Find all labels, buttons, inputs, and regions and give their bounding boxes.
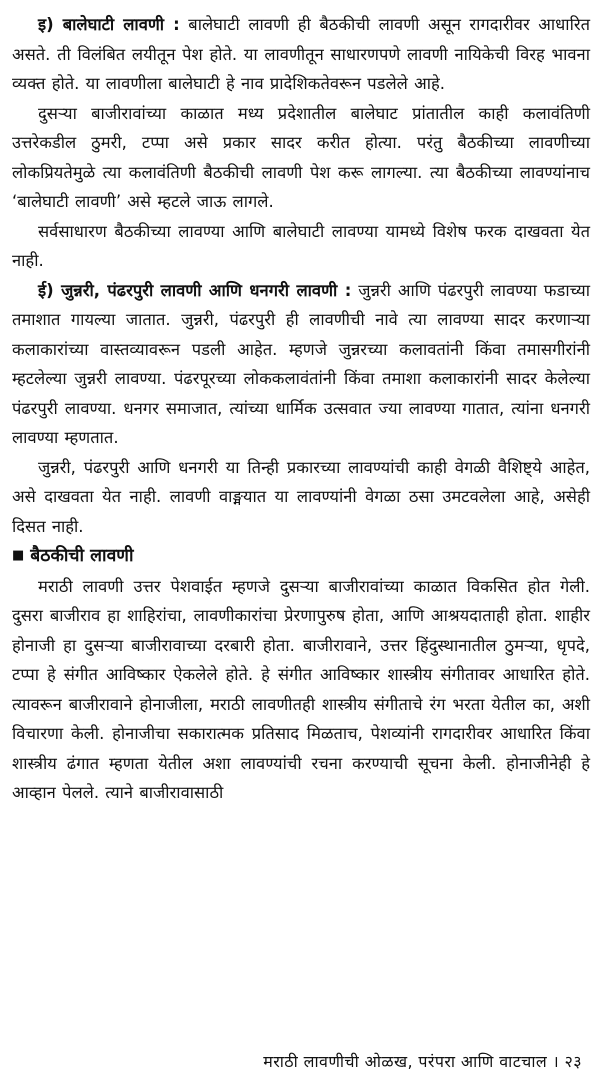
section-ii-heading: ई) जुन्नरी, पंढरपुरी लावणी आणि धनगरी लावणी : [38,280,352,300]
section-ii-paragraph-1 [12,276,590,453]
section-i-text-1: बालेघाटी लावणी ही बैठकीची लावणी असून रागदारीवर आधारित असते. ती विलंबित लयीतून पेश होते. या लावणीतून साधारणपणे लावणी नायिकेची विरह भावना व्यक्त होते. या लावणीला बालेघाटी हे नाव प्रादेशिकतेवरून पडलेले आहे. [12,15,590,93]
section-ii-text-1: जुन्नरी आणि पंढरपुरी लावण्या फडाच्या तमाशात गायल्या जातात. जुन्नरी, पंढरपुरी ही लावणीची नावे त्या लावण्या सादर करणाऱ्या कलाकारांच्या वास्तव्यावरून पडली आहेत. म्हणजे जुन्नरच्या कलावतांनी किंवा तमासगीरांनी म्हटलेल्या जुन्नरी लावण्या. पंढरपूरच्या लोककलावंतांनी किंवा तमाशा कलाकारांनी सादर केलेल्या पंढरपुरी लावण्या. धनगर समाजात, त्यांच्या धार्मिक उत्सवात ज्या लावण्या गातात, त्यांना धनगरी लावण्या म्हणतात. [12,280,590,447]
section-heading-baithakichi-lavani [12,541,590,572]
section-i-heading: इ) बालेघाटी लावणी : [38,15,180,34]
section-baithak-paragraph-1: मराठी लावणी उत्तर पेशवाईत म्हणजे दुसऱ्या बाजीरावांच्या काळात विकसित होत गेली. दुसरा बाजीराव हा शाहिरांचा, लावणीकारांचा प्रेरणापुरुष होता, आणि आश्रयदाताही होता. शाहीर होनाजी हा दुसऱ्या बाजीरावाच्या दरबारी होता. बाजीरावाने, उत्तर हिंदुस्थानातील ठुमऱ्या, धृपदे, टप्पा हे संगीत आविष्कार ऐकलेले होते. हे संगीत आविष्कार शास्त्रीय संगीतावर आधारित होते. त्यावरून बाजीरावाने होनाजीला, मराठी लावणीतही शास्त्रीय संगीताचे रंग भरता येतील का, अशी विचारणा केली. होनाजीचा सकारात्मक प्रतिसाद मिळताच, पेशव्यांनी रागदारीवर आधारित किंवा शास्त्रीय ढंगात म्हणता येतील अशा लावण्यांची रचना करण्याची सूचना केली. होनाजीनेही हे आव्हान पेलले. त्याने बाजीरावासाठी [12,576,590,802]
page-footer: मराठी लावणीची ओळख, परंपरा आणि वाटचाल । २३ [263,1052,582,1071]
section-i-paragraph-3: सर्वसाधारण बैठकीच्या लावण्या आणि बालेघाटी लावण्या यामध्ये विशेष फरक दाखवता येत नाही. [12,221,590,270]
page-body [12,10,590,808]
square-bullet-icon: ■ [12,548,25,563]
section-i-paragraph-1 [12,10,590,99]
section-i-paragraph-2: दुसऱ्या बाजीरावांच्या काळात मध्य प्रदेशातील बालेघाट प्रांतातील काही कलावंतिणी उत्तरेकडील ठुमरी, टप्पा असे प्रकार सादर करीत होत्या. परंतु बैठकीच्या लावणीच्या लोकप्रियतेमुळे त्या कलावंतिणी बैठकीची लावणी पेश करू लागल्या. त्या बैठकीच्या लावण्यांनाच ‘बालेघाटी लावणी’ असे म्हटले जाऊ लागले. [12,103,590,211]
section-heading-text: बैठकीची लावणी [30,546,134,566]
section-ii-paragraph-2: जुन्नरी, पंढरपुरी आणि धनगरी या तिन्ही प्रकारच्या लावण्यांची काही वेगळी वैशिष्ट्ये आहेत, असे दाखवता येत नाही. लावणी वाङ्मयात या लावण्यांनी वेगळा ठसा उमटवलेला आहे, असेही दिसत नाही. [12,457,590,536]
